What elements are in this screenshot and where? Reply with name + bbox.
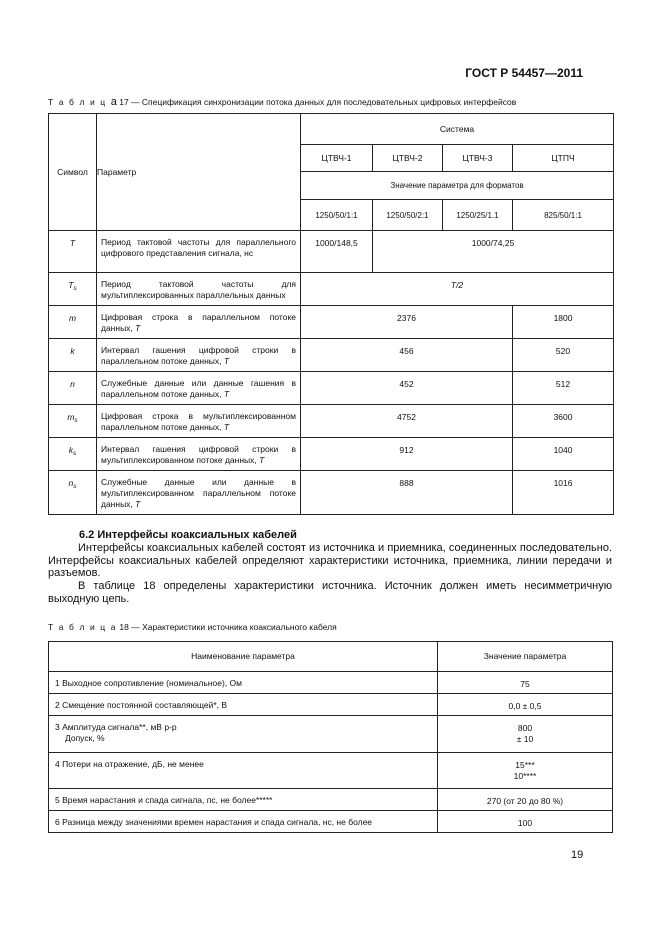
row-parameter: Период тактовой частоты для параллельного цифрового представления сигнала, нс	[97, 231, 301, 273]
row-parameter: Интервал гашения цифровой строки в мультиплексированном потоке данных, T	[97, 438, 301, 471]
header-system-4: ЦТПЧ	[513, 145, 614, 172]
row-value: 270 (от 20 до 80 %)	[438, 789, 613, 811]
section-title: 6.2 Интерфейсы коаксиальных кабелей	[79, 529, 297, 541]
row-value-2: 3600	[513, 405, 614, 438]
row-name: 6 Разница между значениями времен нарастания и спада сигнала, нс, не более	[49, 811, 438, 833]
row-value-1: 912	[301, 438, 513, 471]
table-row	[49, 339, 614, 372]
row-value: 800 ± 10	[438, 716, 613, 753]
row-name: 2 Смещение постоянной составляющей*, В	[49, 694, 438, 716]
row-symbol: $m_s$	[49, 405, 97, 438]
table-row	[49, 753, 613, 789]
row-name: 5 Время нарастания и спада сигнала, пс, не более*****	[49, 789, 438, 811]
row-parameter: Цифровая строка в мультиплексированном параллельном потоке данных, T	[97, 405, 301, 438]
row-value-1: 888	[301, 471, 513, 515]
row-parameter: Цифровая строка в параллельном потоке данных, T	[97, 306, 301, 339]
table-row	[49, 716, 613, 753]
row-value-1: 452	[301, 372, 513, 405]
row-symbol: T	[49, 231, 97, 273]
row-value-2: 1000/74,25	[373, 231, 614, 273]
row-value: 75	[438, 672, 613, 694]
row-value-1: T/2	[301, 273, 614, 306]
table-row	[49, 372, 614, 405]
table-row	[49, 811, 613, 833]
page-number: 19	[571, 849, 584, 861]
row-value-2: 1800	[513, 306, 614, 339]
header-format-3: 1250/25/1.1	[443, 200, 513, 231]
row-symbol: k	[49, 339, 97, 372]
section-paragraph-1: Интерфейсы коаксиальных кабелей состоят из источника и приемника, соединенных последовательно. Интерфейсы коаксиальных кабелей определяют характеристики источника, приемника, линии передачи и разъемов.	[48, 542, 612, 579]
row-value-2: 1040	[513, 438, 614, 471]
row-value: 0,0 ± 0,5	[438, 694, 613, 716]
row-symbol: $n_s$	[49, 471, 97, 515]
row-name: 4 Потери на отражение, дБ, не менее	[49, 753, 438, 789]
row-symbol: n	[49, 372, 97, 405]
row-value-2: 1016	[513, 471, 614, 515]
header-parameter: Параметр	[97, 114, 301, 231]
table-row	[49, 231, 614, 273]
table-row	[49, 672, 613, 694]
row-value-1: 456	[301, 339, 513, 372]
row-value: 15*** 10****	[438, 753, 613, 789]
header-system-2: ЦТВЧ-2	[373, 145, 443, 172]
row-name: 3 Амплитуда сигнала**, мВ р-р Допуск, %	[49, 716, 438, 753]
row-value-1: 4752	[301, 405, 513, 438]
table-row	[49, 694, 613, 716]
row-parameter: Служебные данные или данные гашения в параллельном потоке данных, T	[97, 372, 301, 405]
header-format-2: 1250/50/2:1	[373, 200, 443, 231]
row-value-1: 2376	[301, 306, 513, 339]
header-parameter-name: Наименование параметра	[49, 642, 438, 672]
row-value-2: 520	[513, 339, 614, 372]
table-row	[49, 789, 613, 811]
row-symbol: $k_s$	[49, 438, 97, 471]
header-parameter-value: Значение параметра	[438, 642, 613, 672]
header-formats-label: Значение параметра для форматов	[301, 172, 614, 200]
table-18	[48, 641, 613, 833]
table-row	[49, 471, 614, 515]
row-parameter: Период тактовой частоты для мультиплексированных параллельных данных	[97, 273, 301, 306]
header-system: Система	[301, 114, 614, 145]
table-row	[49, 306, 614, 339]
header-system-3: ЦТВЧ-3	[443, 145, 513, 172]
row-value: 100	[438, 811, 613, 833]
document-id: ГОСТ Р 54457—2011	[465, 66, 583, 80]
table18-caption: Т а б л и ц а 18 — Характеристики источника коаксиального кабеля	[48, 622, 337, 632]
table-row	[49, 405, 614, 438]
table-17	[48, 113, 614, 515]
row-value-2: 512	[513, 372, 614, 405]
row-parameter: Интервал гашения цифровой строки в параллельном потоке данных, T	[97, 339, 301, 372]
row-value-1: 1000/148,5	[301, 231, 373, 273]
row-parameter: Служебные данные или данные в мультиплексированном параллельном потоке данных, T	[97, 471, 301, 515]
header-format-1: 1250/50/1:1	[301, 200, 373, 231]
row-name: 1 Выходное сопротивление (номинальное), Ом	[49, 672, 438, 694]
section-paragraph-2: В таблице 18 определены характеристики источника. Источник должен иметь несимметричную выходную цепь.	[48, 580, 612, 605]
header-symbol: Символ	[49, 114, 97, 231]
row-symbol: m	[49, 306, 97, 339]
table-row	[49, 273, 614, 306]
table17-caption: Т а б л и ц а 17 — Спецификация синхронизации потока данных для последовательных цифровых интерфейсов	[48, 96, 517, 108]
header-system-1: ЦТВЧ-1	[301, 145, 373, 172]
table-row	[49, 438, 614, 471]
row-symbol: $T_s$	[49, 273, 97, 306]
header-format-4: 825/50/1:1	[513, 200, 614, 231]
